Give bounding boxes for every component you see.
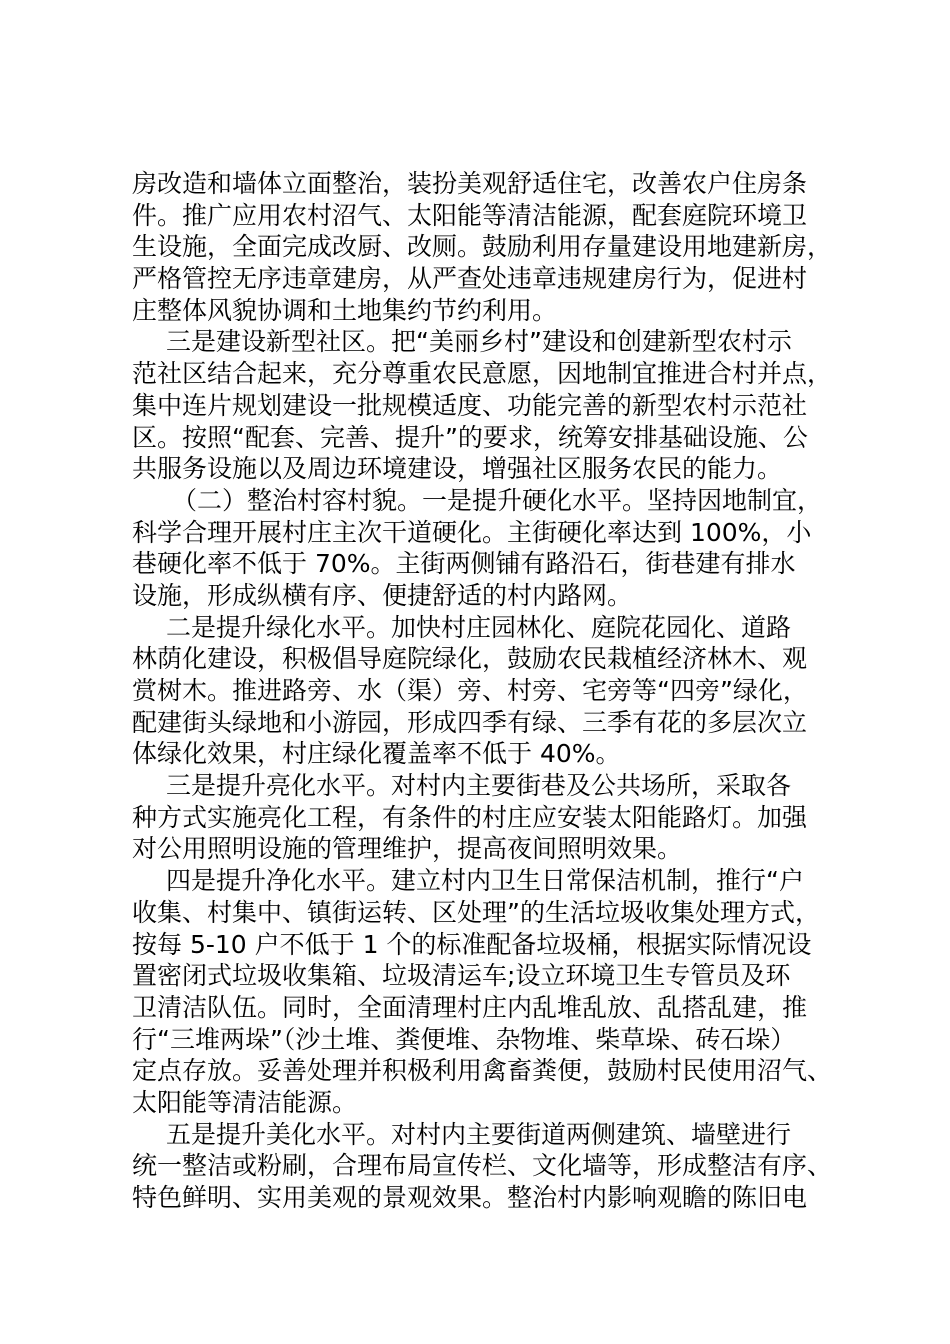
text-line: 集中连片规划建设一批规模适度、功能完善的新型农村示范社	[132, 390, 808, 420]
text-line: 共服务设施以及周边环境建设，增强社区服务农民的能力。	[132, 454, 783, 484]
text-line: 统一整洁或粉刷，合理布局宣传栏、文化墙等，形成整洁有序、	[132, 1151, 833, 1181]
paragraph-start-line: 五是提升美化水平。对村内主要街道两侧建筑、墙壁进行	[166, 1119, 792, 1149]
text-line: 按每 5-10 户不低于 1 个的标准配备垃圾桶，根据实际情况设	[132, 929, 812, 959]
text-line: 范社区结合起来，充分尊重农民意愿，因地制宜推进合村并点，	[132, 359, 833, 389]
paragraph-start-line: 二是提升绿化水平。加快村庄园林化、庭院花园化、道路	[166, 612, 792, 642]
text-line: 件。推广应用农村沼气、太阳能等清洁能源，配套庭院环境卫	[132, 200, 808, 230]
text-line: 太阳能等清洁能源。	[132, 1087, 358, 1117]
text-line: 巷硬化率不低于 70%。主街两侧铺有路沿石，街巷建有排水	[132, 549, 796, 579]
text-line: 严格管控无序违章建房，从严查处违章违规建房行为，促进村	[132, 264, 808, 294]
text-line: 定点存放。妥善处理并积极利用禽畜粪便，鼓励村民使用沼气、	[132, 1056, 833, 1086]
paragraph-start-line: 四是提升净化水平。建立村内卫生日常保洁机制，推行“户	[166, 866, 804, 896]
text-line: 置密闭式垃圾收集箱、垃圾清运车;设立环境卫生专管员及环	[132, 961, 791, 991]
text-line: 对公用照明设施的管理维护，提高夜间照明效果。	[132, 834, 683, 864]
text-line: 房改造和墙体立面整治，装扮美观舒适住宅，改善农户住房条	[132, 169, 808, 198]
text-line: 体绿化效果，村庄绿化覆盖率不低于 40%。	[132, 739, 621, 769]
text-line: 赏树木。推进路旁、水（渠）旁、村旁、宅旁等“四旁”绿化，	[132, 676, 808, 705]
text-line: 生设施，全面完成改厨、改厕。鼓励利用存量建设用地建新房，	[132, 232, 833, 262]
paragraph-start-line: 三是提升亮化水平。对村内主要街巷及公共场所，采取各	[166, 771, 792, 801]
text-line: 特色鲜明、实用美观的景观效果。整治村内影响观瞻的陈旧电	[132, 1183, 808, 1212]
text-line: 种方式实施亮化工程，有条件的村庄应安装太阳能路灯。加强	[132, 802, 808, 832]
text-line: 配建街头绿地和小游园，形成四季有绿、三季有花的多层次立	[132, 707, 808, 737]
paragraph-start-line: （二）整治村容村貌。一是提升硬化水平。坚持因地制宜，	[172, 485, 823, 515]
text-line: 设施，形成纵横有序、便捷舒适的村内路网。	[132, 580, 633, 610]
body-text	[132, 168, 852, 1214]
text-line: 卫清洁队伍。同时，全面清理村庄内乱堆乱放、乱搭乱建，推	[132, 992, 808, 1022]
text-line: 林荫化建设，积极倡导庭院绿化，鼓励农民栽植经济林木、观	[132, 644, 808, 674]
paragraph-start-line: 三是建设新型社区。把“美丽乡村”建设和创建新型农村示	[166, 327, 792, 357]
text-line: 科学合理开展村庄主次干道硬化。主街硬化率达到 100%，小	[132, 517, 812, 547]
text-line: 区。按照“配套、完善、提升”的要求，统筹安排基础设施、公	[132, 422, 808, 452]
text-line: 收集、村集中、镇街运转、区处理”的生活垃圾收集处理方式，	[132, 897, 820, 927]
text-line: 行“三堆两垛”（沙土堆、粪便堆、杂物堆、柴草垛、砖石垛）	[132, 1024, 796, 1054]
text-line: 庄整体风貌协调和土地集约节约利用。	[132, 295, 558, 325]
